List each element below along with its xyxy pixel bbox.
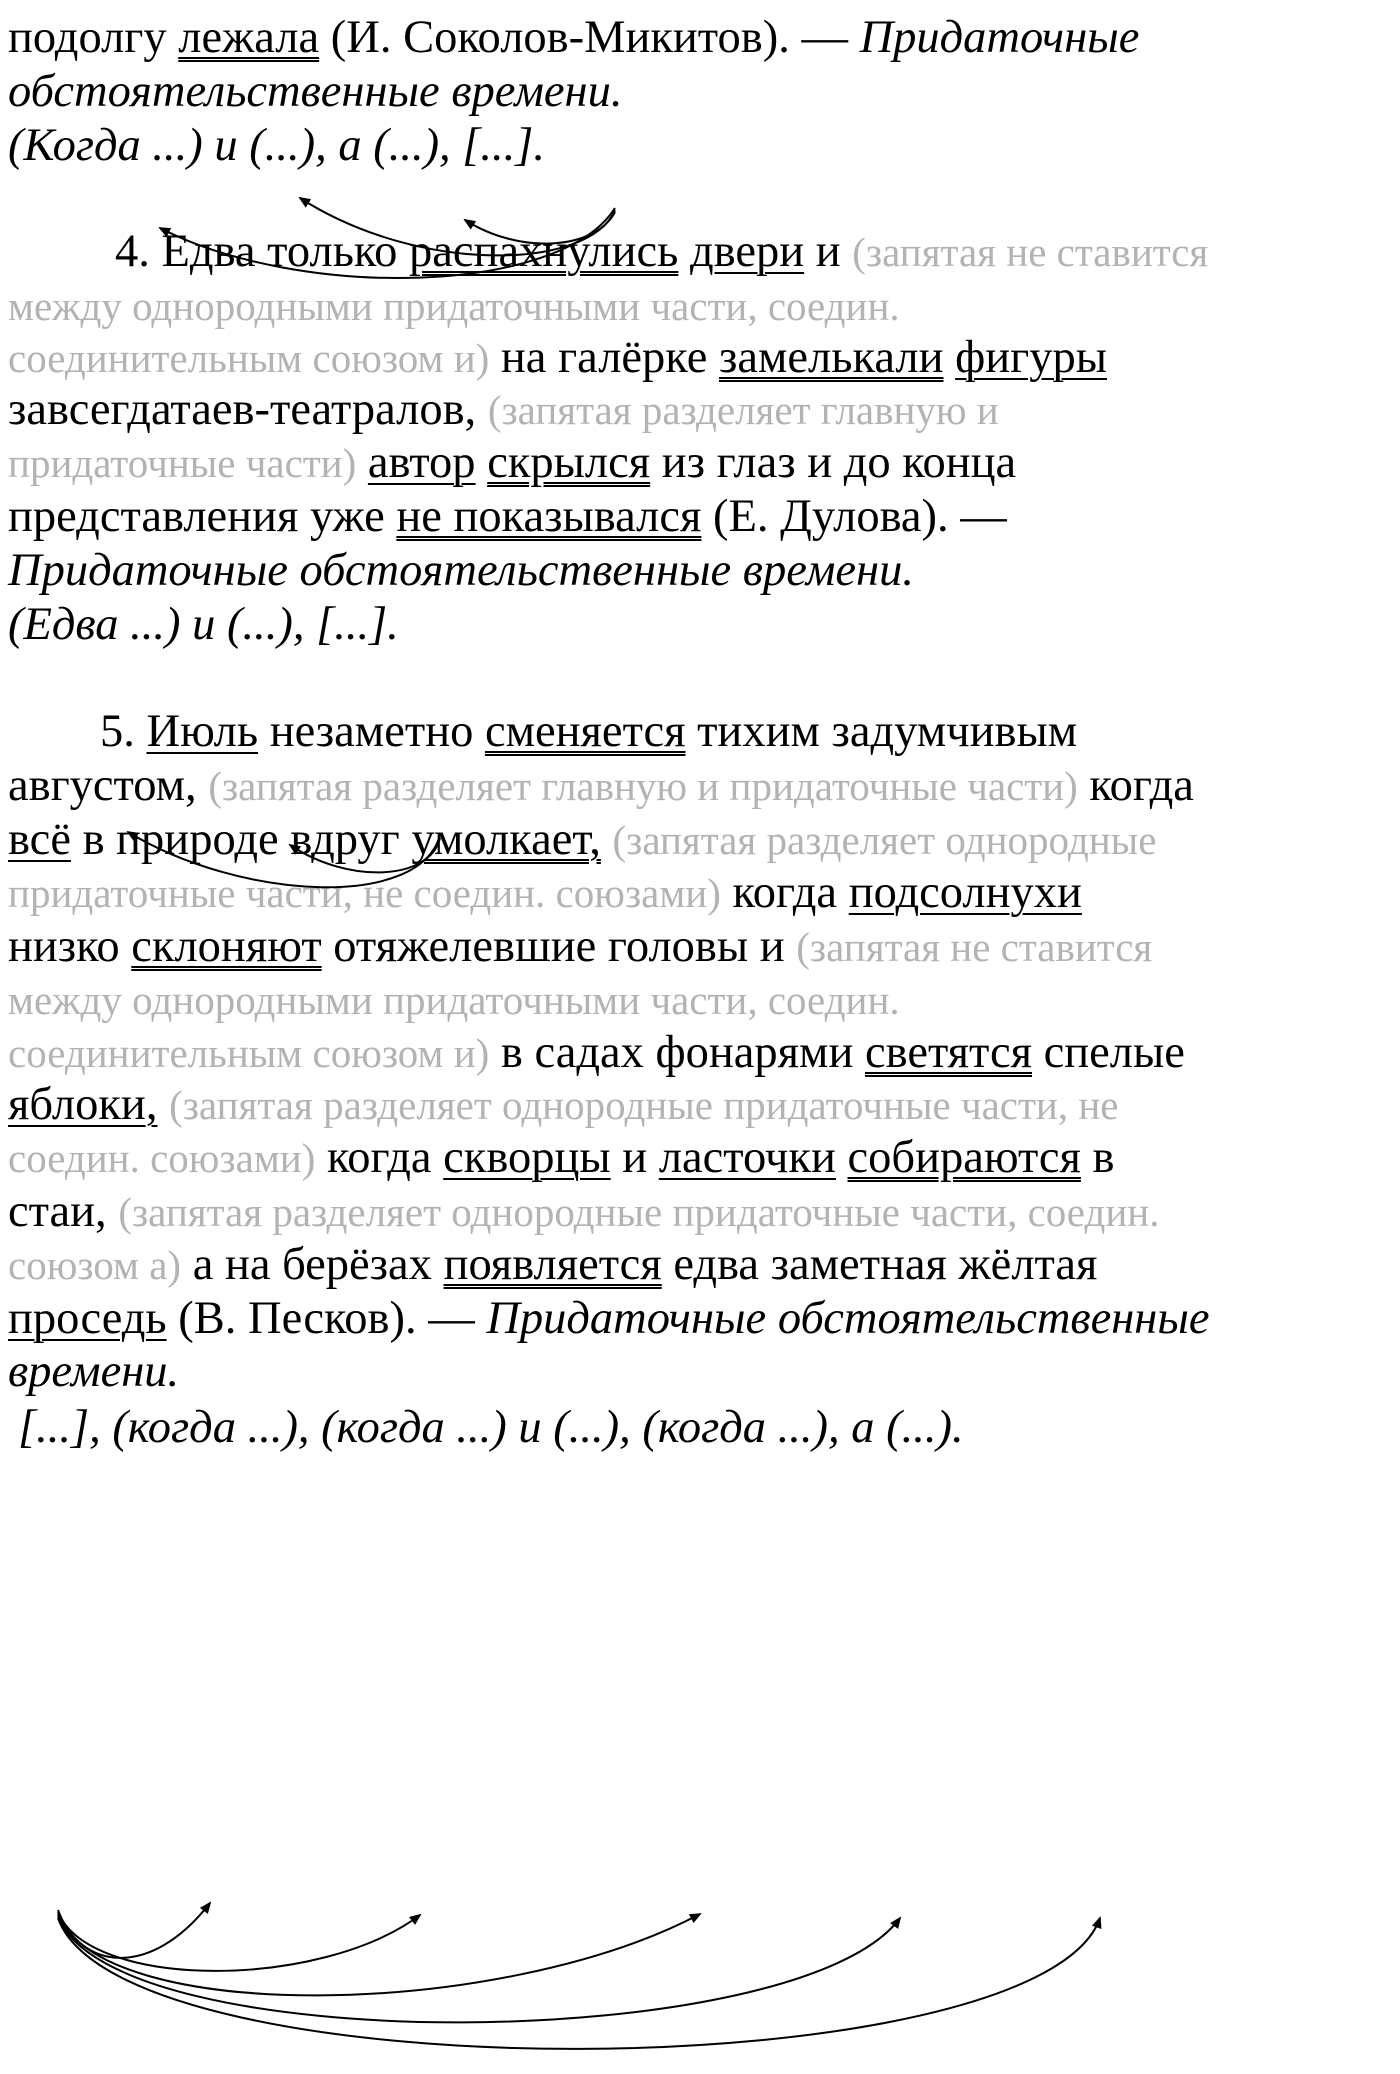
s5-scheme: [...], (когда ...), (когда ...) и (...), (когда ...), а (...). <box>18 1402 964 1453</box>
predicate: распахнулись <box>409 226 679 277</box>
s5-line-4: придаточные части, не соедин. союзами) когда подсолнухи <box>8 867 1082 918</box>
punctuation-note: (запятая разделяет однородные придаточные части, не <box>169 1082 1119 1128</box>
s4-line-2: между однородными придаточными части, соедин. <box>8 283 900 329</box>
s4-line-3: соединительным союзом и) на галёрке замелькали фигуры <box>8 332 1107 383</box>
punctuation-note: (запятая не ставится <box>852 229 1209 275</box>
s5-line-6: между однородными придаточными части, соедин. <box>8 977 900 1023</box>
subject: подсолнухи <box>848 867 1082 918</box>
punctuation-note: (запятая разделяет однородные придаточные части, соедин. <box>118 1189 1160 1235</box>
s4-line-5: придаточные части) автор скрылся из глаз и до конца <box>8 437 1017 488</box>
punctuation-note: союзом а) <box>8 1242 182 1288</box>
subject: всё <box>8 814 71 865</box>
subject: автор <box>367 437 476 488</box>
s4-line-6: представления уже не показывался (Е. Дулова). — <box>8 491 1007 542</box>
s3-scheme: (Когда ...) и (...), а (...), [...]. <box>8 120 545 171</box>
punctuation-note: (запятая разделяет главную и <box>487 387 999 433</box>
punctuation-note: соедин. союзами) <box>8 1135 316 1181</box>
s5-line-11: союзом а) а на берёзах появляется едва заметная жёлтая <box>8 1239 1098 1290</box>
s5-line-13: времени. <box>8 1346 180 1397</box>
predicate: умолкает, <box>411 814 601 865</box>
clause-type: Придаточные обстоятельственные <box>486 1293 1210 1344</box>
subject: Июль <box>146 706 259 757</box>
s5-arrow-4 <box>58 1916 900 2022</box>
predicate: склоняют <box>131 921 322 972</box>
s4-line-1: 4. Едва только распахнулись двери и (запятая не ставится <box>115 226 1209 277</box>
subject: двери <box>689 226 805 277</box>
predicate: собираются <box>847 1132 1081 1183</box>
punctuation-note: соединительным союзом и) <box>8 1030 490 1076</box>
s5-line-9: соедин. союзами) когда скворцы и ласточки собираются в <box>8 1132 1115 1183</box>
subject: фигуры <box>955 332 1107 383</box>
punctuation-note: придаточные части) <box>8 440 357 486</box>
s5-line-2: августом, (запятая разделяет главную и придаточные части) когда <box>8 760 1194 811</box>
predicate: скрылся <box>487 437 651 488</box>
predicate: замелькали <box>718 332 944 383</box>
s5-arrow-3 <box>58 1914 700 1995</box>
predicate: не показывался <box>396 491 702 542</box>
subject: проседь <box>8 1293 167 1344</box>
s4-line-4: завсегдатаев-театралов, (запятая разделяет главную и <box>8 384 999 435</box>
subject: скворцы <box>443 1132 611 1183</box>
s5-arrow-5 <box>58 1918 1100 2049</box>
s4-scheme: (Едва ...) и (...), [...]. <box>8 599 399 650</box>
s5-arrow-1 <box>58 1903 210 1958</box>
predicate: появляется <box>443 1239 662 1290</box>
punctuation-note: (запятая разделяет однородные <box>612 817 1157 863</box>
predicate: лежала <box>178 12 320 63</box>
punctuation-note: (запятая не ставится <box>796 924 1153 970</box>
punctuation-note: придаточные части, не соедин. союзами) <box>8 870 721 916</box>
predicate: светятся <box>865 1027 1032 1078</box>
s5-line-7: соединительным союзом и) в садах фонарями светятся спелые <box>8 1027 1185 1078</box>
s5-line-8 <box>8 1079 1119 1130</box>
s5-line-5: низко склоняют отяжелевшие головы и (запятая не ставится <box>8 921 1153 972</box>
punctuation-note: соединительным союзом и) <box>8 335 490 381</box>
s5-line-1: 5. Июль незаметно сменяется тихим задумчивым <box>100 706 1078 757</box>
s5-line-3: всё в природе вдруг умолкает, (запятая разделяет однородные <box>8 814 1157 865</box>
predicate: сменяется <box>484 706 686 757</box>
subject: ласточки <box>658 1132 836 1183</box>
s3-line-1: подолгу лежала (И. Соколов-Микитов). — Придаточные <box>8 12 1140 63</box>
subject: яблоки, <box>8 1079 158 1130</box>
s4-line-7: Придаточные обстоятельственные времени. <box>8 545 914 596</box>
s5-line-12: проседь (В. Песков). — Придаточные обстоятельственные <box>8 1293 1210 1344</box>
clause-type: Придаточные <box>859 12 1140 63</box>
s3-line-2: обстоятельственные времени. <box>8 66 623 117</box>
punctuation-note: (запятая разделяет главную и придаточные части) <box>208 763 1078 809</box>
s5-arrow-2 <box>58 1912 420 1971</box>
s5-line-10: стаи, (запятая разделяет однородные придаточные части, соедин. <box>8 1186 1160 1237</box>
